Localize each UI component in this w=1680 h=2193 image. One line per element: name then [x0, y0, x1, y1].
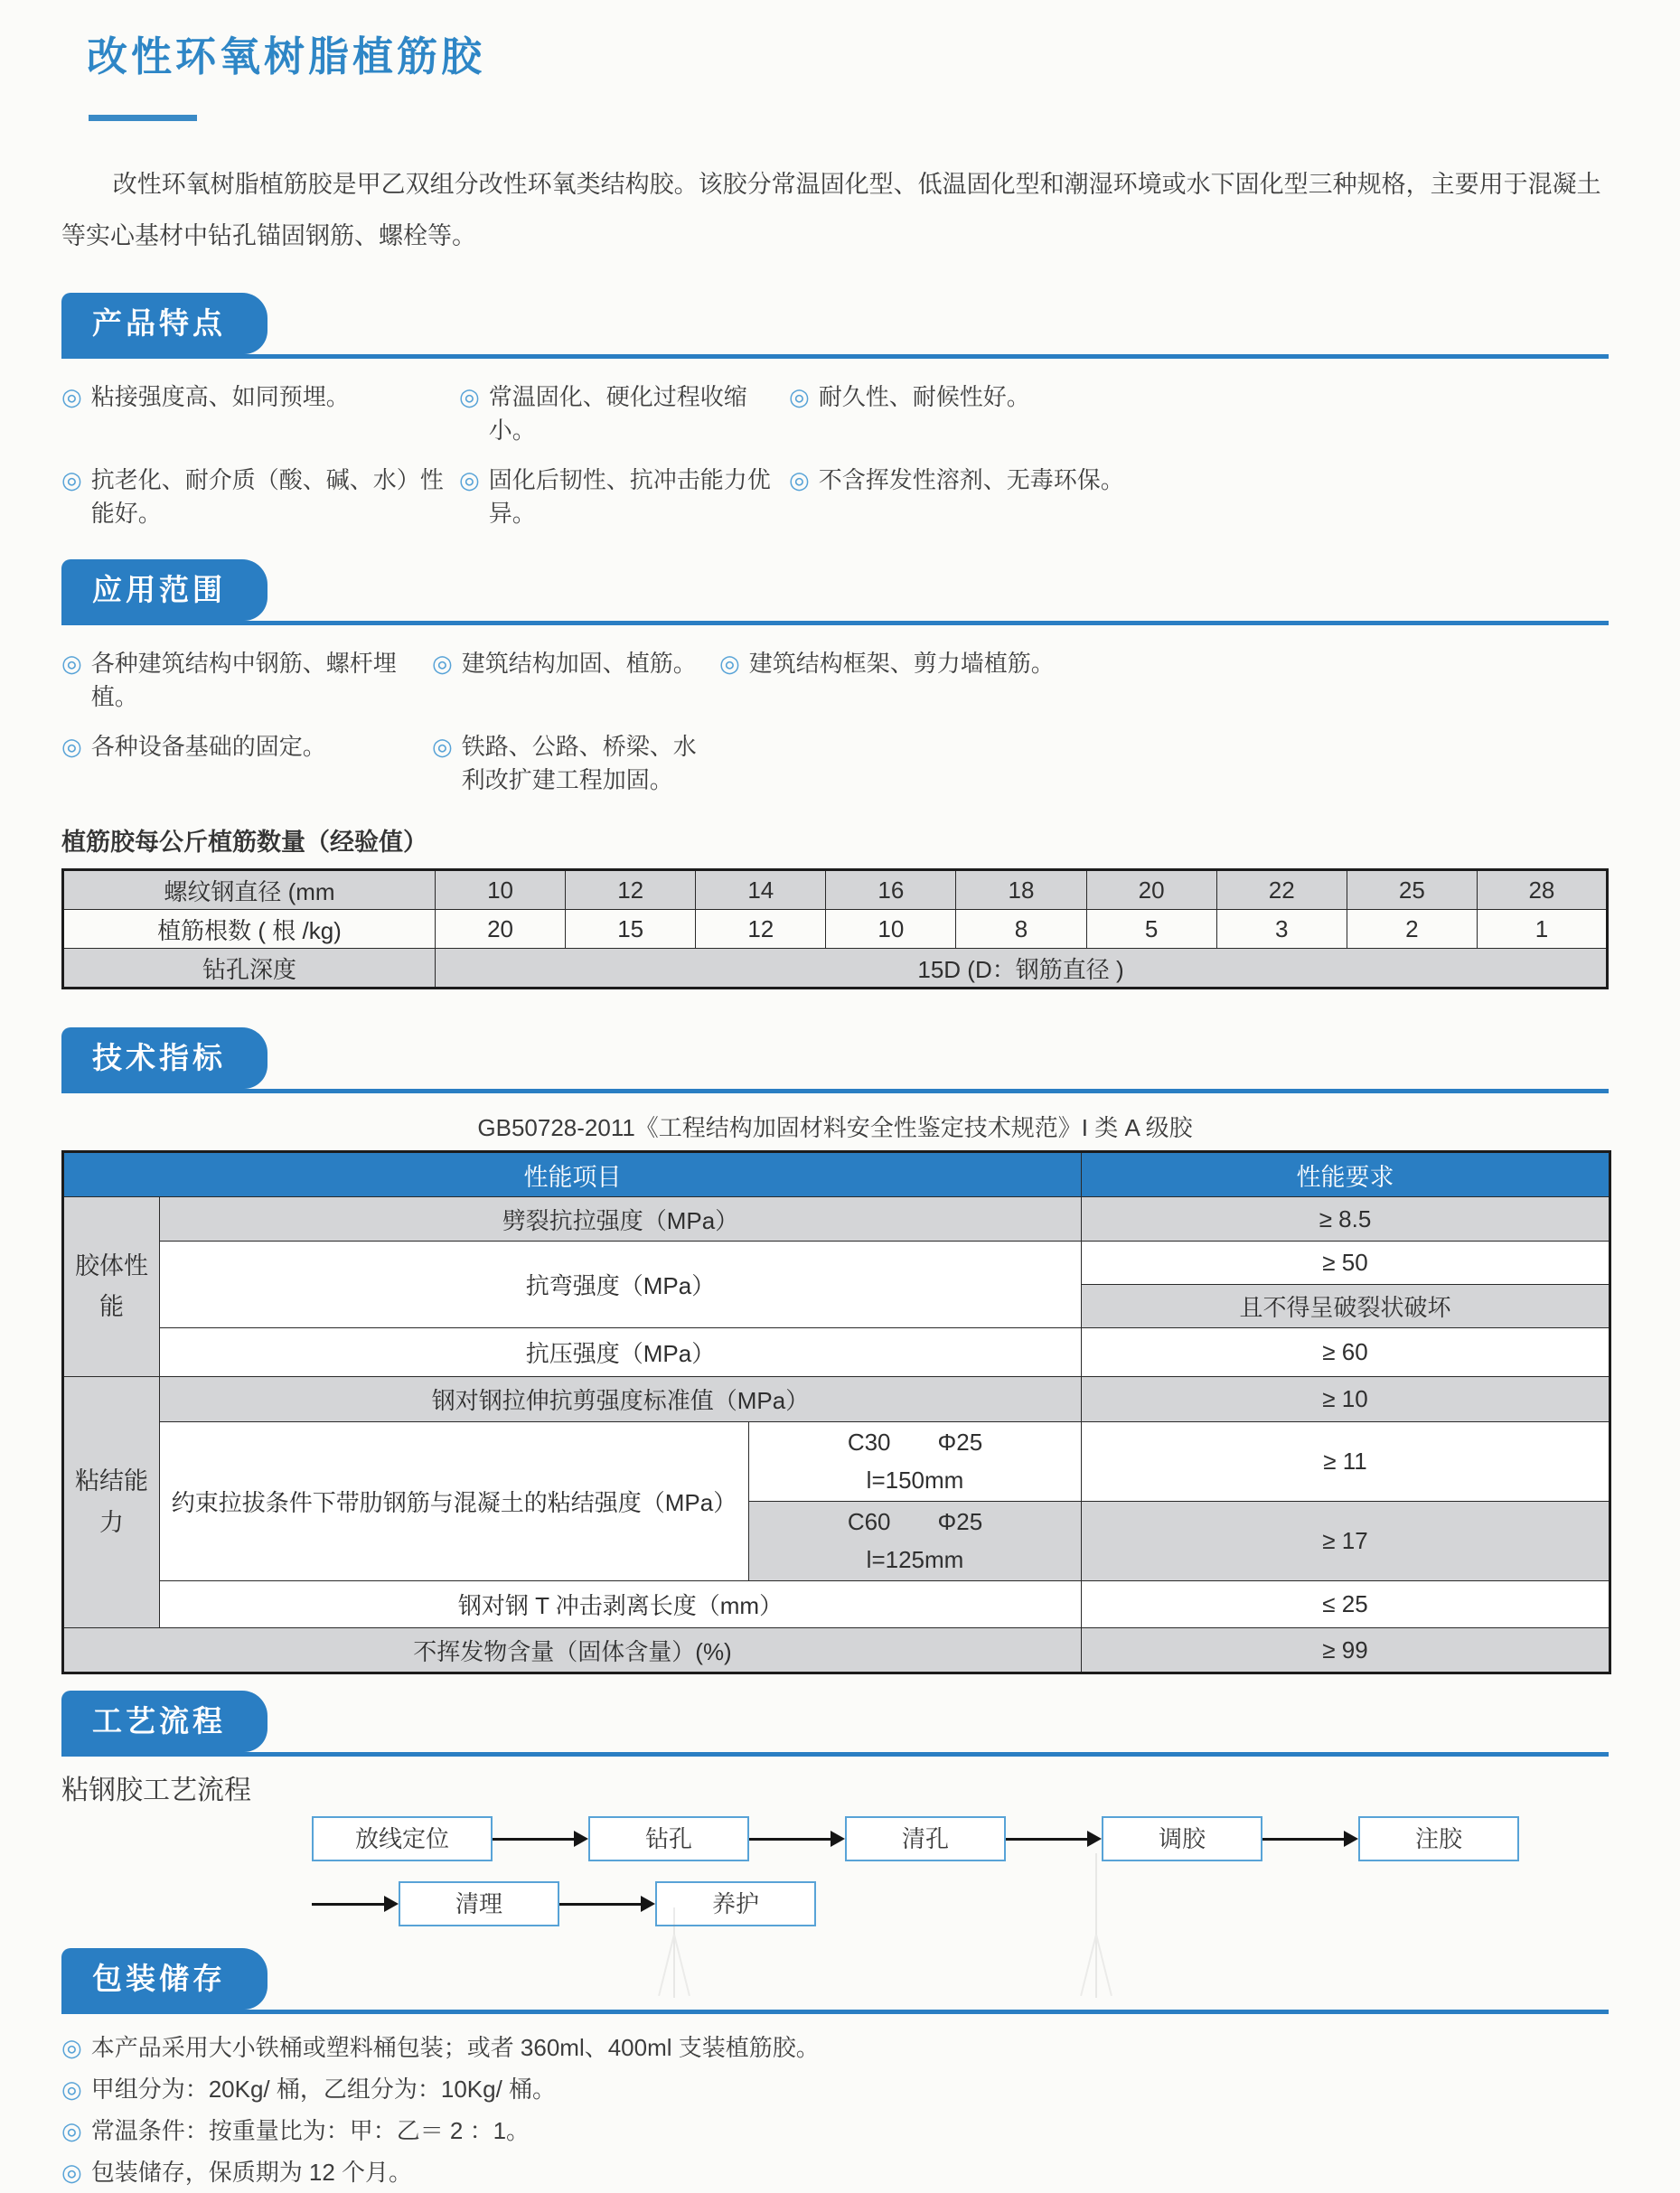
condition-cell	[749, 1422, 1082, 1502]
list-item-text: 包装储存，保质期为 12 个月。	[90, 2159, 413, 2187]
list-item	[432, 645, 719, 712]
list-item	[459, 379, 789, 445]
list-item-text: 固化后韧性、抗冲击能力优异。	[488, 466, 771, 528]
arrow-right-icon	[493, 1831, 588, 1847]
list-item	[61, 2027, 1609, 2068]
list-item-text: 粘接强度高、如同预埋。	[90, 383, 350, 411]
table-row	[63, 1197, 1610, 1242]
table-cell: 18	[956, 870, 1086, 910]
property-name: 劈裂抗拉强度（MPa）	[160, 1197, 1082, 1242]
list-item	[432, 728, 719, 795]
list-item	[61, 2110, 1609, 2151]
page-title: 改性环氧树脂植筋胶	[87, 33, 486, 80]
property-name: 不挥发物含量（固体含量）(%)	[63, 1628, 1082, 1673]
arrow-right-icon	[312, 1896, 399, 1912]
table-cell: 28	[1477, 870, 1607, 910]
packaging-badge: 包装储存	[61, 1948, 267, 2010]
list-item-text: 建筑结构框架、剪力墙植筋。	[748, 650, 1055, 678]
table-row	[63, 870, 1608, 910]
applications-list	[61, 645, 1609, 795]
bullet-icon: ◎	[789, 383, 810, 411]
list-item	[61, 2068, 1609, 2110]
group-label: 粘结能力	[63, 1377, 160, 1628]
property-name: 钢对钢拉伸抗剪强度标准值（MPa）	[160, 1377, 1082, 1422]
standard-note: GB50728-2011《工程结构加固材料安全性鉴定技术规范》I 类 A 级胶	[477, 1114, 1193, 1142]
property-name: 抗弯强度（MPa）	[160, 1242, 1082, 1328]
bullet-icon: ◎	[789, 466, 810, 494]
table-cell: 15	[566, 910, 696, 949]
bullet-icon: ◎	[61, 2159, 82, 2187]
table-row	[63, 910, 1608, 949]
table-row	[63, 1328, 1610, 1377]
bullet-icon: ◎	[432, 733, 453, 761]
flow-step: 注胶	[1358, 1816, 1519, 1861]
bullet-icon: ◎	[61, 2034, 82, 2062]
table-cell: 16	[826, 870, 956, 910]
property-name: 钢对钢 T 冲击剥离长度（mm）	[160, 1581, 1082, 1628]
flow-step: 放线定位	[312, 1816, 493, 1861]
table-cell: 10	[826, 910, 956, 949]
features-list	[61, 379, 1609, 529]
bullet-icon: ◎	[61, 2117, 82, 2145]
packaging-list	[61, 2027, 1609, 2193]
bullet-icon: ◎	[719, 650, 740, 678]
list-item	[61, 645, 432, 712]
condition-line: l=125mm	[866, 1545, 964, 1573]
table-cell-merged: 15D (D：钢筋直径 )	[436, 949, 1608, 989]
tech-badge: 技术指标	[61, 1027, 267, 1089]
applications-badge: 应用范围	[61, 559, 267, 621]
property-requirement: ≥ 8.5	[1082, 1197, 1610, 1242]
table-cell: 12	[566, 870, 696, 910]
table-cell: 14	[696, 870, 826, 910]
group-label: 胶体性能	[63, 1197, 160, 1377]
list-item	[61, 462, 459, 529]
table-cell: 10	[436, 870, 566, 910]
list-item	[719, 645, 1609, 712]
section-header-tech	[61, 1027, 1609, 1093]
row-label: 植筋根数 ( 根 /kg)	[63, 910, 436, 949]
flow-step: 钻孔	[588, 1816, 749, 1861]
table-row	[63, 1581, 1610, 1628]
property-name: 抗压强度（MPa）	[160, 1328, 1082, 1377]
arrow-right-icon	[749, 1831, 845, 1847]
table-row	[63, 949, 1608, 989]
flow-step: 养护	[655, 1881, 816, 1926]
table-cell: 20	[1086, 870, 1216, 910]
table-header-row	[63, 1152, 1610, 1197]
list-item-text: 抗老化、耐介质（酸、碱、水）性能好。	[90, 466, 444, 528]
bullet-icon: ◎	[459, 466, 480, 494]
bullet-icon: ◎	[61, 383, 82, 411]
property-requirement: ≥ 99	[1082, 1628, 1610, 1673]
arrow-right-icon	[559, 1896, 655, 1912]
list-item-text: 甲组分为：20Kg/ 桶，乙组分为：10Kg/ 桶。	[90, 2076, 557, 2104]
bullet-icon: ◎	[61, 650, 82, 678]
list-item-text: 不含挥发性溶剂、无毒环保。	[818, 466, 1124, 494]
list-item-text: 常温条件：按重量比为：甲：乙＝ 2 ：1。	[90, 2117, 530, 2145]
table-cell: 22	[1216, 870, 1347, 910]
section-header-applications	[61, 559, 1609, 625]
table-cell: 2	[1347, 910, 1477, 949]
bullet-icon: ◎	[61, 2076, 82, 2104]
list-item-text: 耐久性、耐候性好。	[818, 383, 1030, 411]
header-requirement: 性能要求	[1082, 1152, 1610, 1197]
row-label: 钻孔深度	[63, 949, 436, 989]
table-row	[63, 1377, 1610, 1422]
list-item-text: 建筑结构加固、植筋。	[461, 650, 697, 678]
table-row	[63, 1628, 1610, 1673]
condition-line: C60 Φ25	[847, 1508, 983, 1536]
condition-line: l=150mm	[866, 1466, 964, 1494]
bullet-icon: ◎	[432, 650, 453, 678]
list-item-text: 铁路、公路、桥梁、水利改扩建工程加固。	[461, 733, 697, 794]
list-item	[459, 462, 789, 529]
rebar-table-title: 植筋胶每公斤植筋数量（经验值）	[61, 829, 427, 857]
condition-cell	[749, 1502, 1082, 1581]
list-item	[61, 379, 459, 445]
section-header-process	[61, 1691, 1609, 1757]
property-requirement: ≥ 60	[1082, 1328, 1610, 1377]
table-cell: 8	[956, 910, 1086, 949]
table-row	[63, 1422, 1610, 1502]
property-requirement: ≥ 10	[1082, 1377, 1610, 1422]
flow-step: 清理	[399, 1881, 559, 1926]
table-cell: 5	[1086, 910, 1216, 949]
list-item	[61, 2151, 1609, 2193]
table-cell: 20	[436, 910, 566, 949]
section-header-packaging	[61, 1948, 1609, 2014]
bullet-icon: ◎	[459, 383, 480, 411]
bullet-icon: ◎	[61, 466, 82, 494]
list-item-text: 常温固化、硬化过程收缩小。	[488, 383, 747, 445]
property-requirement: ≥ 17	[1082, 1502, 1610, 1581]
row-label: 螺纹钢直径 (mm	[63, 870, 436, 910]
list-item-text: 本产品采用大小铁桶或塑料桶包装；或者 360ml、400ml 支装植筋胶。	[90, 2034, 820, 2062]
table-cell: 12	[696, 910, 826, 949]
table-cell: 1	[1477, 910, 1607, 949]
features-badge: 产品特点	[61, 293, 267, 354]
flow-row-2	[312, 1881, 1609, 1926]
property-requirement: ≤ 25	[1082, 1581, 1610, 1628]
header-item: 性能项目	[63, 1152, 1082, 1197]
list-item-text: 各种建筑结构中钢筋、螺杆埋植。	[90, 650, 397, 711]
section-header-features	[61, 293, 1609, 359]
arrow-right-icon	[1006, 1831, 1102, 1847]
process-badge: 工艺流程	[61, 1691, 267, 1752]
flow-step: 调胶	[1102, 1816, 1262, 1861]
property-requirement: ≥ 11	[1082, 1422, 1610, 1502]
flow-subtitle: 粘钢胶工艺流程	[61, 1776, 251, 1806]
property-requirement: 且不得呈破裂状破坏	[1082, 1285, 1610, 1328]
tech-spec-table	[61, 1150, 1611, 1674]
rebar-count-table	[61, 868, 1609, 989]
list-item	[61, 728, 432, 795]
flow-step: 清孔	[845, 1816, 1006, 1861]
list-item	[789, 379, 1609, 445]
intro-paragraph: 改性环氧树脂植筋胶是甲乙双组分改性环氧类结构胶。该胶分常温固化型、低温固化型和潮湿环境或水下固化型三种规格，主要用于混凝土等实心基材中钻孔锚固钢筋、螺栓等。	[61, 171, 1601, 250]
table-cell: 3	[1216, 910, 1347, 949]
bullet-icon: ◎	[61, 733, 82, 761]
page-content	[61, 0, 1609, 2193]
list-item	[789, 462, 1609, 529]
condition-line: C30 Φ25	[847, 1429, 983, 1457]
property-requirement: ≥ 50	[1082, 1242, 1610, 1285]
property-name: 约束拉拔条件下带肋钢筋与混凝土的粘结强度（MPa）	[160, 1422, 749, 1581]
title-dash	[89, 115, 197, 121]
table-row	[63, 1242, 1610, 1285]
list-item-text: 各种设备基础的固定。	[90, 733, 326, 761]
arrow-right-icon	[1262, 1831, 1358, 1847]
flow-row-1	[312, 1816, 1609, 1861]
table-cell: 25	[1347, 870, 1477, 910]
